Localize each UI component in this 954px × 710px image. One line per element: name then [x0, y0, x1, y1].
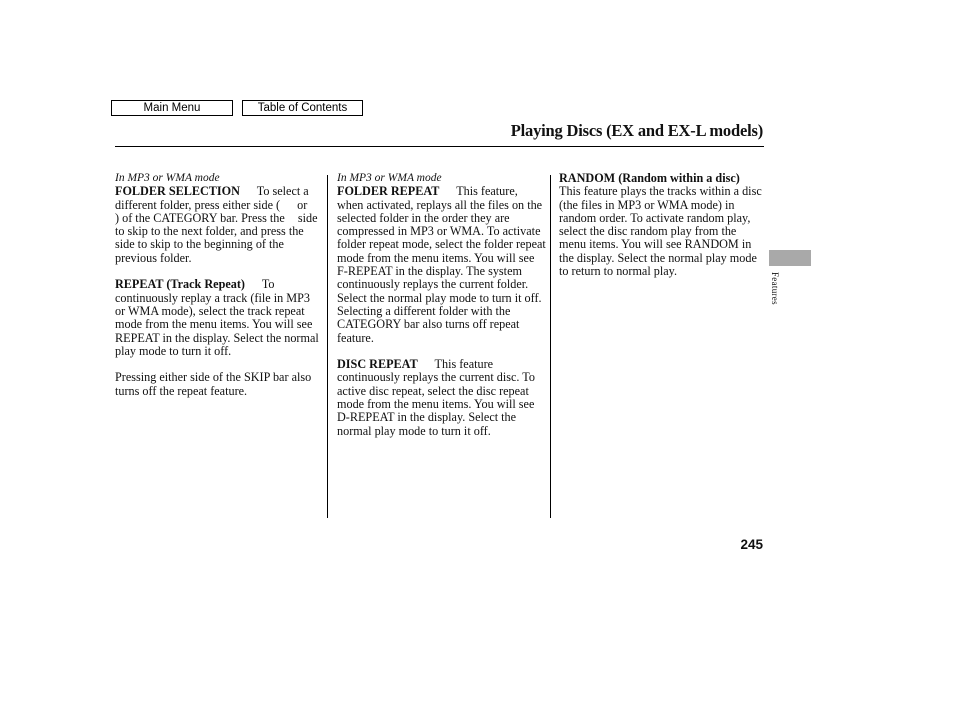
random-paragraph	[559, 172, 765, 278]
folder-selection-text-2: or	[297, 197, 308, 212]
disc-repeat-text: This feature continuously replays the current disc. To active disc repeat, select the disc repeat mode from the menu items. You will see D-REPEAT in the display. Select the normal play mode to turn it off.	[337, 357, 535, 438]
disc-repeat-paragraph	[337, 358, 547, 438]
repeat-heading: REPEAT (Track Repeat)	[115, 277, 245, 292]
folder-repeat-text: This feature, when activated, replays all the files on the selected folder in the order they are compressed in MP3 or WMA. To activate folder repeat mode, select the folder repeat mode from the menu items. You will see F-REPEAT in the display. The system continuously replays the current folder. Select the normal play mode to turn it off. Selecting a different folder with the CATEGORY bar also turns off repeat feature.	[337, 184, 546, 345]
folder-selection-text-4: side to skip to the next folder, and press the	[115, 210, 318, 239]
section-tab-marker	[769, 250, 811, 266]
folder-selection-text-1: To select a different folder, press either side (	[115, 184, 309, 212]
column-divider	[550, 175, 551, 518]
header-rule	[115, 146, 764, 147]
skip-note: Pressing either side of the SKIP bar also turns off the repeat feature.	[115, 370, 312, 398]
folder-repeat-paragraph	[337, 185, 547, 345]
random-heading: RANDOM (Random within a disc)	[559, 171, 740, 185]
column-1	[115, 172, 321, 411]
folder-selection-heading: FOLDER SELECTION	[115, 184, 240, 199]
random-text: This feature plays the tracks within a disc (the files in MP3 or WMA mode) in random order. To activate random play, select the disc random play from the menu items. You will see RANDOM in the display. Select the normal play mode to return to normal play.	[559, 184, 762, 279]
table-of-contents-button[interactable]: Table of Contents	[242, 100, 363, 116]
repeat-paragraph	[115, 278, 321, 358]
repeat-text: To continuously replay a track (file in MP3 or WMA mode), select the track repeat mode from the menu items. You will see REPEAT in the display. Select the normal play mode to turn it off.	[115, 277, 319, 358]
main-menu-button[interactable]: Main Menu	[111, 100, 233, 116]
folder-selection-text-3: ) of the CATEGORY bar. Press the	[115, 210, 285, 225]
mode-label: In MP3 or WMA mode	[337, 172, 442, 184]
section-side-label: Features	[770, 272, 780, 305]
column-divider	[327, 175, 328, 518]
folder-repeat-heading: FOLDER REPEAT	[337, 184, 440, 199]
column-2	[337, 172, 547, 451]
folder-selection-paragraph	[115, 185, 321, 265]
mode-label: In MP3 or WMA mode	[115, 172, 220, 184]
page-number: 245	[740, 537, 763, 552]
page-title: Playing Discs (EX and EX-L models)	[510, 121, 763, 140]
folder-selection-text-5: side to skip to the beginning of the previous folder.	[115, 237, 284, 265]
column-3	[559, 172, 765, 292]
disc-repeat-heading: DISC REPEAT	[337, 357, 418, 372]
